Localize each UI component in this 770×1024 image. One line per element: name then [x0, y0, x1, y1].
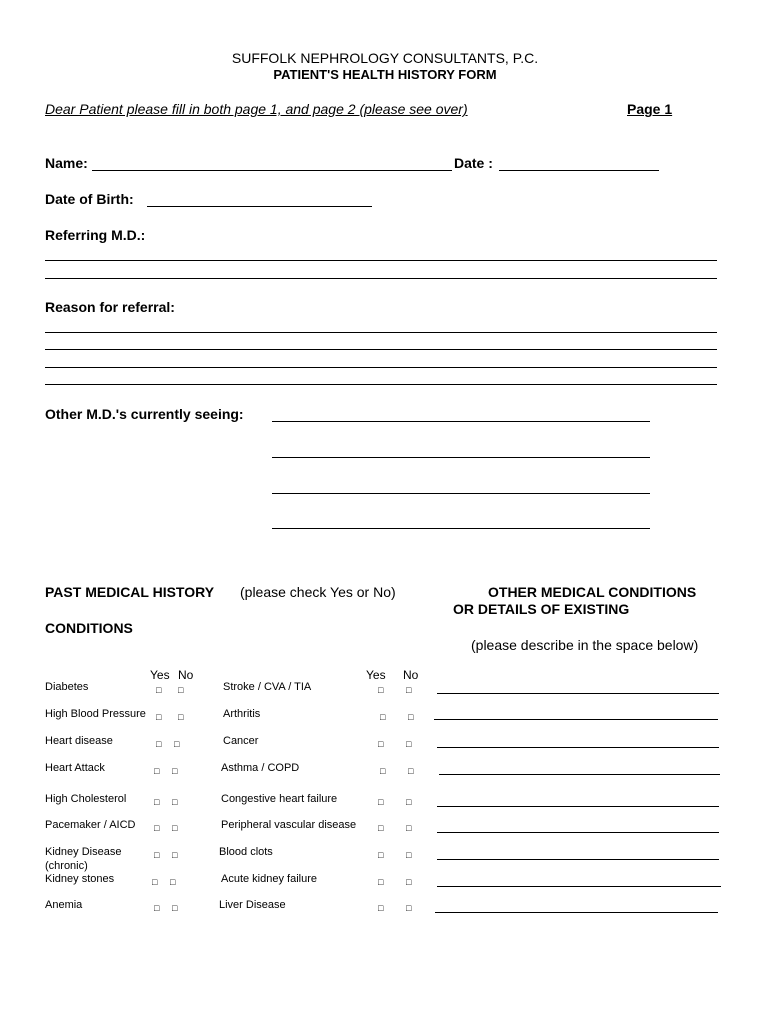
stroke-no-checkbox[interactable]: □ — [406, 685, 412, 695]
condition-kidney-disease-chronic: (chronic) — [45, 860, 88, 872]
dob-field[interactable] — [147, 192, 372, 207]
kidney-disease-yes-checkbox[interactable]: □ — [154, 850, 160, 860]
page-label: Page 1 — [627, 101, 673, 117]
other-md-field-1[interactable] — [272, 407, 650, 422]
high-cholesterol-yes-checkbox[interactable]: □ — [154, 797, 160, 807]
heart-disease-yes-checkbox[interactable]: □ — [156, 739, 162, 749]
name-label: Name: — [45, 155, 88, 171]
stroke-yes-checkbox[interactable]: □ — [378, 685, 384, 695]
describe-hint: (please describe in the space below) — [471, 637, 699, 653]
chf-yes-checkbox[interactable]: □ — [378, 797, 384, 807]
reason-field-2[interactable] — [45, 335, 717, 350]
diabetes-yes-checkbox[interactable]: □ — [156, 685, 162, 695]
other-md-field-2[interactable] — [272, 443, 650, 458]
other-md-label: Other M.D.'s currently seeing: — [45, 406, 244, 422]
liver-disease-no-checkbox[interactable]: □ — [406, 903, 412, 913]
other-conditions-heading-1: OTHER MEDICAL CONDITIONS — [488, 584, 697, 600]
other-md-field-3[interactable] — [272, 479, 650, 494]
condition-peripheral-vascular-disease: Peripheral vascular disease — [221, 819, 357, 831]
organization-name: SUFFOLK NEPHROLOGY CONSULTANTS, P.C. — [231, 50, 539, 66]
condition-heart-disease: Heart disease — [45, 735, 113, 747]
condition-asthma-copd: Asthma / COPD — [221, 762, 300, 774]
asthma-copd-no-checkbox[interactable]: □ — [408, 766, 414, 776]
other-condition-field-7[interactable] — [437, 845, 719, 860]
other-conditions-heading-2: OR DETAILS OF EXISTING — [453, 601, 630, 617]
condition-arthritis: Arthritis — [223, 708, 261, 720]
pacemaker-yes-checkbox[interactable]: □ — [154, 823, 160, 833]
diabetes-no-checkbox[interactable]: □ — [178, 685, 184, 695]
other-condition-field-5[interactable] — [437, 792, 719, 807]
kidney-disease-no-checkbox[interactable]: □ — [172, 850, 178, 860]
high-blood-pressure-no-checkbox[interactable]: □ — [178, 712, 184, 722]
arthritis-yes-checkbox[interactable]: □ — [380, 712, 386, 722]
blood-clots-no-checkbox[interactable]: □ — [406, 850, 412, 860]
acute-kidney-failure-no-checkbox[interactable]: □ — [406, 877, 412, 887]
referring-md-field-2[interactable] — [45, 264, 717, 279]
condition-diabetes: Diabetes — [45, 681, 89, 693]
yes-header-right: Yes — [366, 668, 386, 682]
no-header-right: No — [403, 668, 419, 682]
condition-kidney-disease: Kidney Disease — [45, 846, 122, 858]
condition-pacemaker: Pacemaker / AICD — [45, 819, 136, 831]
check-yes-no-hint: (please check Yes or No) — [240, 584, 396, 600]
yes-header-left: Yes — [150, 668, 170, 682]
arthritis-no-checkbox[interactable]: □ — [408, 712, 414, 722]
no-header-left: No — [178, 668, 194, 682]
other-condition-field-2[interactable] — [434, 705, 718, 720]
liver-disease-yes-checkbox[interactable]: □ — [378, 903, 384, 913]
cancer-yes-checkbox[interactable]: □ — [378, 739, 384, 749]
condition-acute-kidney-failure: Acute kidney failure — [221, 873, 317, 885]
anemia-no-checkbox[interactable]: □ — [172, 903, 178, 913]
name-field[interactable] — [92, 156, 452, 171]
other-md-field-4[interactable] — [272, 514, 650, 529]
dob-label: Date of Birth: — [45, 191, 134, 207]
pvd-yes-checkbox[interactable]: □ — [378, 823, 384, 833]
anemia-yes-checkbox[interactable]: □ — [154, 903, 160, 913]
other-condition-field-3[interactable] — [437, 733, 719, 748]
condition-heart-attack: Heart Attack — [45, 762, 105, 774]
heart-attack-no-checkbox[interactable]: □ — [172, 766, 178, 776]
condition-high-cholesterol: High Cholesterol — [45, 793, 127, 805]
condition-liver-disease: Liver Disease — [219, 899, 286, 911]
instruction-text: Dear Patient please fill in both page 1, and page 2 (please see over) — [45, 101, 468, 117]
reason-field-1[interactable] — [45, 318, 717, 333]
acute-kidney-failure-yes-checkbox[interactable]: □ — [378, 877, 384, 887]
reason-field-4[interactable] — [45, 370, 717, 385]
heart-attack-yes-checkbox[interactable]: □ — [154, 766, 160, 776]
pvd-no-checkbox[interactable]: □ — [406, 823, 412, 833]
reason-label: Reason for referral: — [45, 299, 175, 315]
high-cholesterol-no-checkbox[interactable]: □ — [172, 797, 178, 807]
other-condition-field-1[interactable] — [437, 679, 719, 694]
condition-congestive-heart-failure: Congestive heart failure — [221, 793, 338, 805]
conditions-heading: CONDITIONS — [45, 620, 133, 636]
referring-md-field-1[interactable] — [45, 246, 717, 261]
other-condition-field-9[interactable] — [435, 898, 718, 913]
asthma-copd-yes-checkbox[interactable]: □ — [380, 766, 386, 776]
condition-kidney-stones: Kidney stones — [45, 873, 115, 885]
pacemaker-no-checkbox[interactable]: □ — [172, 823, 178, 833]
condition-cancer: Cancer — [223, 735, 259, 747]
past-medical-history-heading: PAST MEDICAL HISTORY — [45, 584, 215, 600]
referring-md-label: Referring M.D.: — [45, 227, 146, 243]
other-condition-field-6[interactable] — [437, 818, 719, 833]
form-title: PATIENT'S HEALTH HISTORY FORM — [273, 67, 497, 82]
blood-clots-yes-checkbox[interactable]: □ — [378, 850, 384, 860]
reason-field-3[interactable] — [45, 353, 717, 368]
date-field[interactable] — [499, 156, 659, 171]
other-condition-field-4[interactable] — [439, 760, 720, 775]
kidney-stones-yes-checkbox[interactable]: □ — [152, 877, 158, 887]
condition-anemia: Anemia — [45, 899, 83, 911]
chf-no-checkbox[interactable]: □ — [406, 797, 412, 807]
cancer-no-checkbox[interactable]: □ — [406, 739, 412, 749]
date-label: Date : — [454, 155, 493, 171]
condition-stroke: Stroke / CVA / TIA — [223, 681, 312, 693]
condition-high-blood-pressure: High Blood Pressure — [45, 708, 146, 720]
heart-disease-no-checkbox[interactable]: □ — [174, 739, 180, 749]
other-condition-field-8[interactable] — [437, 872, 721, 887]
high-blood-pressure-yes-checkbox[interactable]: □ — [156, 712, 162, 722]
condition-blood-clots: Blood clots — [219, 846, 273, 858]
kidney-stones-no-checkbox[interactable]: □ — [170, 877, 176, 887]
